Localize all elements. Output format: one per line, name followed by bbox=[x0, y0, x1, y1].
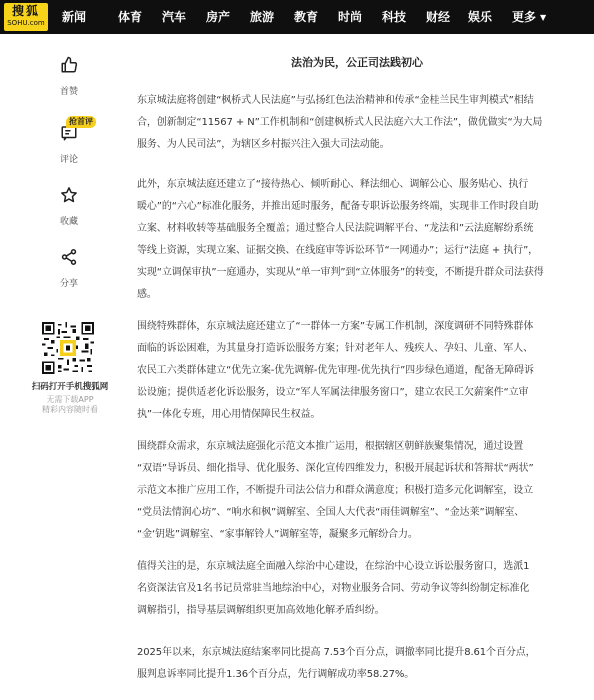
nav-more-label: 更多 bbox=[512, 10, 537, 24]
qr-subtext-content: 精彩内容随时看 bbox=[42, 405, 98, 414]
sohu-logo[interactable] bbox=[4, 3, 48, 31]
favorite-action[interactable] bbox=[54, 180, 84, 227]
paragraph-line: 面临的诉讼困难，为其量身打造诉讼服务方案；针对老年人、残疾人、孕妇、儿童、军人、 bbox=[137, 343, 533, 354]
paragraph-line: “金‘钥匙”调解室、“家事解铃人”调解室等，凝聚多元解纷合力。 bbox=[137, 529, 418, 540]
logo-subtext: SOHU.com bbox=[7, 19, 45, 27]
comment-label: 评论 bbox=[59, 155, 78, 165]
nav-item-travel[interactable]: 旅游 bbox=[250, 10, 275, 24]
article-title: 法治为民，公正司法践初心 bbox=[291, 56, 423, 69]
caret-down-icon: ▼ bbox=[540, 13, 547, 22]
qr-code-image bbox=[40, 322, 96, 374]
paragraph-line: 调解指引，指导基层调解组织更加高效地化解矛盾纠纷。 bbox=[137, 605, 385, 616]
qr-subtext-no-app: 无需下载APP bbox=[46, 395, 94, 404]
top-nav-bar bbox=[0, 0, 594, 34]
share-label: 分享 bbox=[59, 279, 78, 289]
paragraph-line: 此外，东京城法庭还建立了“接待热心、倾听耐心、释法细心、调解公心、服务贴心、执行 bbox=[137, 179, 529, 190]
like-action[interactable] bbox=[54, 50, 84, 97]
paragraph-line: 值得关注的是，东京城法庭全面融入综治中心建设，在综治中心设立诉讼服务窗口，选派1 bbox=[137, 561, 530, 572]
nav-item-sports[interactable]: 体育 bbox=[118, 10, 143, 24]
first-comment-badge: 抢首评 bbox=[66, 116, 96, 128]
qr-scan-label: 扫码打开手机搜狐网 bbox=[31, 382, 109, 392]
nav-item-auto[interactable]: 汽车 bbox=[162, 10, 187, 24]
paragraph-line: 等线上资源，实现立案、证据交换、在线庭审等诉讼环节“一网通办”；运行“法庭 + 执行”， bbox=[137, 245, 539, 256]
paragraph-line: 示范文本推广应用工作，不断提升司法公信力和群众满意度；积极打造多元化调解室，设立 bbox=[137, 485, 533, 496]
nav-item-tech[interactable]: 科技 bbox=[382, 10, 407, 24]
paragraph-line: 合，创新制定“11567 + N”工作机制和“创建枫桥式人民法庭六大工作法”，做优做实“为大局 bbox=[137, 117, 543, 128]
paragraph-line: 暖心”的“六心”标准化服务，并推出延时服务，配备专职诉讼服务终端，实现非工作时段自助 bbox=[137, 201, 539, 212]
paragraph-line: “党员法情润心坊”、“响水和枫”调解室、全国人大代表“雨佳调解室”、“金达莱”调解室、 bbox=[137, 507, 525, 518]
qr-code-block bbox=[38, 322, 98, 374]
paragraph-line: 名资深法官及1名书记员常驻当地综治中心，对物业服务合同、劳动争议等纠纷制定标准化 bbox=[137, 583, 530, 594]
paragraph-line: 2025年以来，东京城法庭结案率同比提高 7.53个百分点，调撤率同比提升8.61个百分点， bbox=[137, 647, 536, 658]
paragraph-line: 感。 bbox=[137, 289, 157, 300]
paragraph-line: 服判息诉率同比提升1.36个百分点，先行调解成功率58.27%。 bbox=[137, 669, 415, 680]
thumbs-up-icon bbox=[54, 50, 84, 80]
paragraph-line: 执”一体化专班，用心用情保障民生权益。 bbox=[137, 409, 321, 420]
nav-item-fashion[interactable]: 时尚 bbox=[338, 10, 363, 24]
paragraph-line: 农民工六类群体建立“优先立案-优先调解-优先审理-优先执行”四步绿色通道，配备无障碍诉 bbox=[137, 365, 534, 376]
nav-more-menu[interactable] bbox=[512, 0, 546, 34]
paragraph-line: “双语”导诉员、细化指导、优化服务、深化宣传四维发力，积极开展起诉状和答辩状“两状” bbox=[137, 463, 534, 474]
paragraph-line: 立案、材料收转等基础服务全覆盖；通过整合人民法院调解平台、“龙法和”云法庭解纷系统 bbox=[137, 223, 534, 234]
article-paragraph bbox=[137, 90, 579, 156]
comment-action[interactable] bbox=[54, 117, 93, 165]
share-action[interactable] bbox=[54, 242, 84, 289]
like-label: 首赞 bbox=[59, 87, 78, 97]
paragraph-line: 围绕特殊群体，东京城法庭还建立了“一群体一方案”专属工作机制，深度调研不同特殊群体 bbox=[137, 321, 534, 332]
paragraph-line: 围绕群众需求，东京城法庭强化示范文本推广运用，根据辖区朝鲜族聚集情况，通过设置 bbox=[137, 441, 524, 452]
paragraph-line: 东京城法庭将创建“枫桥式人民法庭”与弘扬红色法治精神和传承“金桂兰民生审判模式”相结 bbox=[137, 95, 534, 106]
nav-item-news[interactable]: 新闻 bbox=[62, 10, 87, 24]
article-paragraph bbox=[137, 556, 579, 622]
nav-item-entertainment[interactable]: 娱乐 bbox=[468, 10, 493, 24]
favorite-label: 收藏 bbox=[59, 217, 78, 227]
nav-item-finance[interactable]: 财经 bbox=[426, 10, 451, 24]
paragraph-line: 讼设施；提供适老化诉讼服务，设立“军人军属法律服务窗口”，建立农民工欠薪案件“立审 bbox=[137, 387, 529, 398]
star-icon bbox=[54, 180, 84, 210]
paragraph-line: 实现“立调保审执”一庭通办，实现从“单一审判”到“立体服务”的转变，不断提升群众司法获得 bbox=[137, 267, 544, 278]
article-paragraph bbox=[137, 316, 579, 426]
article-paragraph bbox=[137, 642, 579, 686]
share-icon bbox=[54, 242, 84, 272]
nav-item-house[interactable]: 房产 bbox=[206, 10, 231, 24]
article-paragraph bbox=[137, 436, 579, 546]
paragraph-line: 服务、为人民司法”，为辖区乡村振兴注入强大司法动能。 bbox=[137, 139, 390, 150]
article-paragraph bbox=[137, 174, 579, 306]
nav-item-education[interactable]: 教育 bbox=[294, 10, 319, 24]
logo-text: 搜狐 bbox=[11, 4, 40, 18]
